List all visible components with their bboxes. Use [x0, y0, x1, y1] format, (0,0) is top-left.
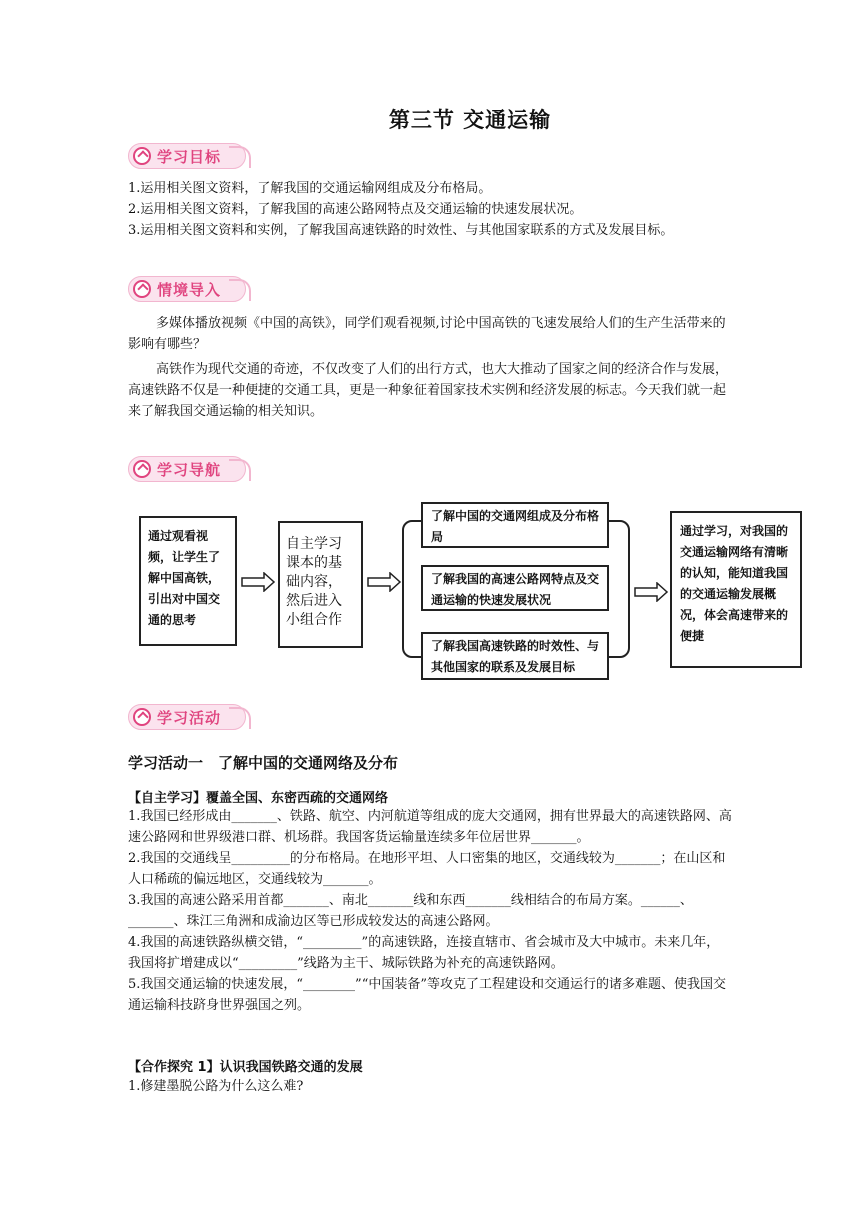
badge-label: 情境导入: [157, 281, 222, 299]
activity-heading: 学习活动一 了解中国的交通网络及分布: [128, 754, 399, 772]
question-item: 2.我国的交通线呈_________的分布格局。在地形平坦、人口密集的地区，交通线较为_______；在山区和人口稀疏的偏远地区，交通线较为_______。: [128, 851, 726, 887]
badge-icon: [133, 708, 151, 726]
question-item: 5.我国交通运输的快速发展，“________”“中国装备”等攻克了工程建设和交通运行的诸多难题、使我国交通运输科技跻身世界强国之列。: [128, 977, 726, 1013]
goals-list: [128, 178, 732, 241]
badge-icon: [133, 280, 151, 298]
badge-label: 学习导航: [157, 461, 222, 479]
section-badge-activity: [128, 704, 246, 730]
self-study-questions: [128, 806, 732, 1016]
goal-item: 3.运用相关图文资料和实例，了解我国高速铁路的时效性、与其他国家联系的方式及发展目标。: [128, 223, 674, 238]
question-item: 1.我国已经形成由_______、铁路、航空、内河航道等组成的庞大交通网，拥有世界最大的高速铁路网、高速公路网和世界级港口群、机场群。我国客货运输量连续多年位居世界_______。: [128, 809, 732, 845]
badge-icon: [133, 147, 151, 165]
arrow-right-icon: [633, 582, 669, 602]
goal-item: 2.运用相关图文资料，了解我国的高速公路网特点及交通运输的快速发展状况。: [128, 202, 583, 217]
badge-label: 学习活动: [157, 709, 222, 727]
intro-paragraph: 高速铁路不仅是一种便捷的交通工具，更是一种象征着国家技术实例和经济发展的标志。今天我们就一起来了解我国交通运输的相关知识。: [128, 383, 727, 419]
arrow-right-icon: [366, 572, 402, 592]
badge-label: 学习目标: [157, 148, 222, 166]
coop-label: 【合作探究 1】认识我国铁路交通的发展: [128, 1060, 363, 1075]
section-badge-goals: [128, 143, 246, 169]
section-badge-intro: [128, 276, 246, 302]
arrow-right-icon: [240, 572, 276, 592]
goal-item: 1.运用相关图文资料，了解我国的交通运输网组成及分布格局。: [128, 181, 492, 196]
page-title: 第三节 交通运输: [388, 108, 552, 132]
flow-box-video: 通过观看视频，让学生了解中国高铁，引出对中国交通的思考: [139, 516, 237, 646]
section-badge-nav: [128, 456, 246, 482]
coop-question: 1.修建墨脱公路为什么这么难?: [128, 1079, 304, 1094]
intro-text: [128, 313, 732, 422]
flow-box-railway: 了解我国高速铁路的时效性、与其他国家的联系及发展目标: [421, 632, 609, 680]
badge-icon: [133, 460, 151, 478]
intro-paragraph: 高铁作为现代交通的奇迹，不仅改变了人们的出行方式，也大大推动了国家之间的经济合作与发展，: [156, 362, 729, 377]
flow-box-network: 了解中国的交通网组成及分布格局: [421, 502, 609, 548]
self-study-label: 【自主学习】覆盖全国、东密西疏的交通网络: [128, 791, 389, 806]
flow-box-self-study: 自主学习课本的基础内容，然后进入小组合作: [278, 521, 363, 648]
question-item: 3.我国的高速公路采用首都_______、南北_______线和东西_______线相结合的布局方案。______、_______、珠江三角洲和成渝边区等已形成较发达的高速公路网。: [128, 893, 693, 929]
flow-box-highway: 了解我国的高速公路网特点及交通运输的快速发展状况: [421, 565, 609, 611]
question-item: 4.我国的高速铁路纵横交错，“_________”的高速铁路，连接直辖市、省会城市及大中城市。未来几年，我国将扩增建成以“_________”线路为主干、城际铁路为补充的高速铁路网。: [128, 935, 720, 971]
flow-box-summary: 通过学习，对我国的交通运输网络有清晰的认知，能知道我国的交通运输发展概况，体会高速带来的便捷: [670, 511, 802, 668]
intro-paragraph: 多媒体播放视频《中国的高铁》，同学们观看视频,讨论中国高铁的飞速发展给人们的生产生活带来的影响有哪些？: [128, 316, 726, 352]
